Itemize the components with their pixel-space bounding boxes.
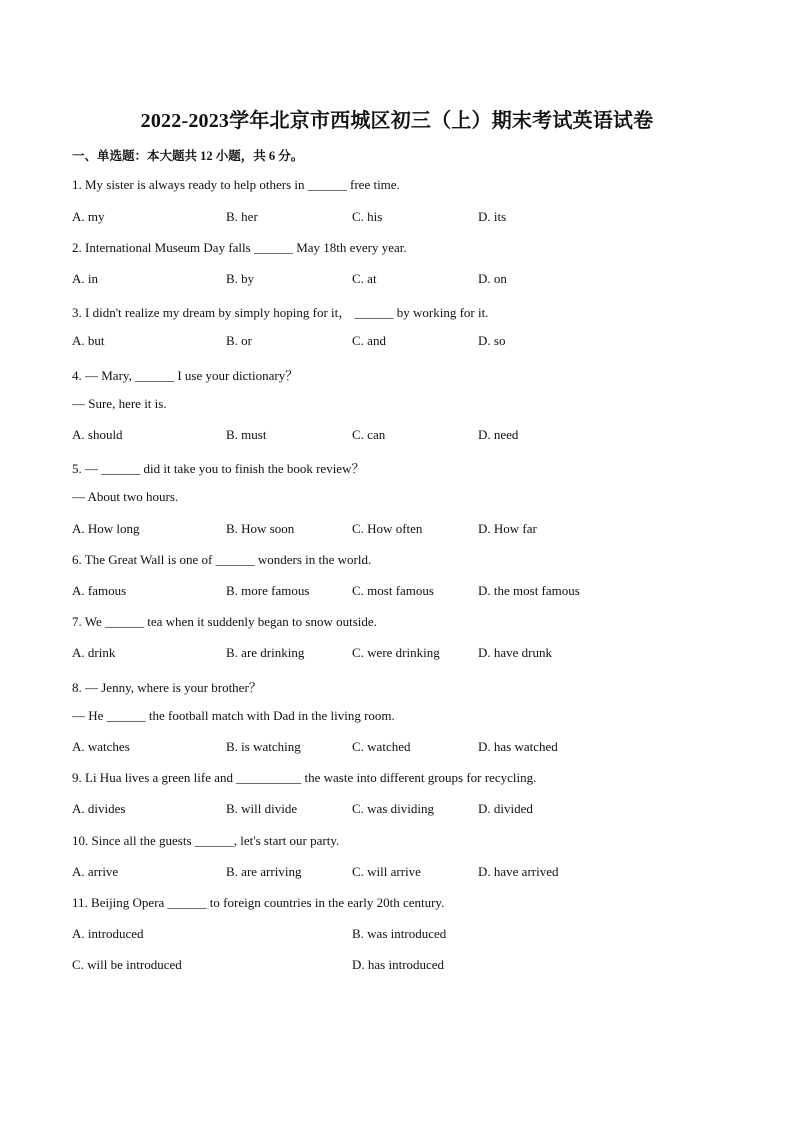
question-5-option-d[interactable]: D. How far xyxy=(478,521,537,536)
question-6-stem: 6. The Great Wall is one of ______ wonders in the world. xyxy=(72,552,372,567)
question-5-response: — About two hours. xyxy=(72,489,179,504)
question-1-option-a[interactable]: A. my xyxy=(72,209,105,224)
question-8-option-c[interactable]: C. watched xyxy=(352,739,411,754)
question-5-option-b[interactable]: B. How soon xyxy=(226,521,295,536)
question-9-option-a[interactable]: A. divides xyxy=(72,801,126,816)
question-1-option-d[interactable]: D. its xyxy=(478,209,507,224)
question-8-option-d[interactable]: D. has watched xyxy=(478,739,558,754)
question-7-option-c[interactable]: C. were drinking xyxy=(352,645,440,660)
question-4-option-a[interactable]: A. should xyxy=(72,427,123,442)
question-10-option-b[interactable]: B. are arriving xyxy=(226,864,302,879)
question-2-option-a[interactable]: A. in xyxy=(72,271,98,286)
question-6-option-a[interactable]: A. famous xyxy=(72,583,127,598)
question-9-option-b[interactable]: B. will divide xyxy=(226,801,298,816)
question-11-option-d[interactable]: D. has introduced xyxy=(352,957,445,972)
question-4-stem: 4. — Mary, ______ I use your dictionary？ xyxy=(72,368,299,383)
question-7-option-d[interactable]: D. have drunk xyxy=(478,645,553,660)
question-8-response: — He ______ the football match with Dad in the living room. xyxy=(72,708,395,723)
question-11-stem: 11. Beijing Opera ______ to foreign countries in the early 20th century. xyxy=(72,895,445,910)
question-11-option-b[interactable]: B. was introduced xyxy=(352,926,447,941)
question-9-option-c[interactable]: C. was dividing xyxy=(352,801,434,816)
question-5-option-c[interactable]: C. How often xyxy=(352,521,423,536)
question-2-option-d[interactable]: D. on xyxy=(478,271,507,286)
question-5-stem: 5. — ______ did it take you to finish the book review？ xyxy=(72,461,365,476)
question-7-stem: 7. We ______ tea when it suddenly began to snow outside. xyxy=(72,614,377,629)
question-3-option-c[interactable]: C. and xyxy=(352,333,386,348)
page-title: 2022-2023学年北京市西城区初三（上）期末考试英语试卷 xyxy=(140,110,654,132)
question-3-stem: 3. I didn't realize my dream by simply hoping for it， ______ by working for it. xyxy=(72,305,489,320)
question-8-stem: 8. — Jenny, where is your brother？ xyxy=(72,680,262,695)
question-10-option-d[interactable]: D. have arrived xyxy=(478,864,559,879)
question-10-option-a[interactable]: A. arrive xyxy=(72,864,119,879)
question-11-option-a[interactable]: A. introduced xyxy=(72,926,144,941)
question-4-response: — Sure, here it is. xyxy=(72,396,167,411)
question-2-option-c[interactable]: C. at xyxy=(352,271,377,286)
question-10-stem: 10. Since all the guests ______, let's start our party. xyxy=(72,833,340,848)
question-9-option-d[interactable]: D. divided xyxy=(478,801,533,816)
section-heading: 一、单选题：本大题共 12 小题，共 6 分。 xyxy=(72,149,304,163)
question-6-option-b[interactable]: B. more famous xyxy=(226,583,310,598)
question-1-stem: 1. My sister is always ready to help others in ______ free time. xyxy=(72,177,400,192)
question-7-option-b[interactable]: B. are drinking xyxy=(226,645,305,660)
question-6-option-d[interactable]: D. the most famous xyxy=(478,583,580,598)
question-1-option-c[interactable]: C. his xyxy=(352,209,383,224)
question-3-option-b[interactable]: B. or xyxy=(226,333,252,348)
question-4-option-d[interactable]: D. need xyxy=(478,427,519,442)
question-1-option-b[interactable]: B. her xyxy=(226,209,258,224)
question-8-option-a[interactable]: A. watches xyxy=(72,739,130,754)
question-6-option-c[interactable]: C. most famous xyxy=(352,583,434,598)
question-5-option-a[interactable]: A. How long xyxy=(72,521,140,536)
question-4-option-c[interactable]: C. can xyxy=(352,427,386,442)
question-2-stem: 2. International Museum Day falls ______ May 18th every year. xyxy=(72,240,407,255)
question-7-option-a[interactable]: A. drink xyxy=(72,645,116,660)
question-11-option-c[interactable]: C. will be introduced xyxy=(72,957,182,972)
question-3-option-d[interactable]: D. so xyxy=(478,333,506,348)
question-8-option-b[interactable]: B. is watching xyxy=(226,739,301,754)
question-3-option-a[interactable]: A. but xyxy=(72,333,105,348)
question-10-option-c[interactable]: C. will arrive xyxy=(352,864,421,879)
question-4-option-b[interactable]: B. must xyxy=(226,427,267,442)
question-2-option-b[interactable]: B. by xyxy=(226,271,255,286)
question-9-stem: 9. Li Hua lives a green life and __________ the waste into different groups for recycling. xyxy=(72,770,537,785)
